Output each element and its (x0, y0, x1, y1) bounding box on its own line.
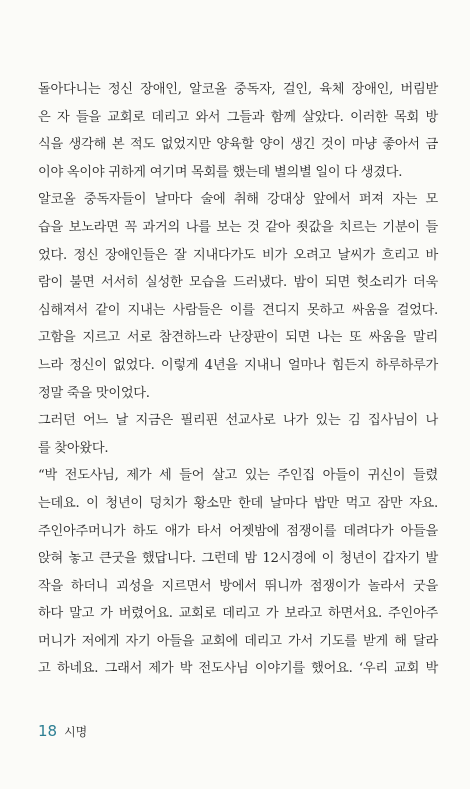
text-line: 습을 보노라면 꼭 과거의 나를 보는 것 같아 죗값을 치르는 기분이 들 (38, 219, 438, 235)
text-line: 알코올 중독자들이 날마다 술에 취해 강대상 앞에서 퍼져 자는 모 (38, 192, 438, 208)
text-line: 는데요. 이 청년이 덩치가 황소만 한데 날마다 밥만 먹고 잠만 자요. (38, 495, 438, 511)
text-line: 정말 죽을 맛이었다. (38, 385, 150, 401)
text-line: 하다 말고 가 버렸어요. 교회로 데리고 가 보라고 하면서요. 주인아주 (38, 606, 438, 622)
page-footer (38, 722, 87, 740)
text-line: 은 자 들을 교회로 데리고 와서 그들과 함께 살았다. 이러한 목회 방 (38, 109, 438, 125)
paragraph-2 (38, 186, 438, 407)
text-line: 람이 불면 서서히 실성한 모습을 드러냈다. 밤이 되면 헛소리가 더욱 (38, 275, 438, 291)
text-line: 그러던 어느 날 지금은 필리핀 선교사로 나가 있는 김 집사님이 나 (38, 413, 438, 429)
page-body (38, 76, 438, 683)
text-line: 돌아다니는 정신 장애인, 알코올 중독자, 걸인, 육체 장애인, 버림받 (38, 82, 438, 97)
paragraph-3 (38, 407, 438, 462)
text-line: 심해져서 같이 지내는 사람들은 이를 견디지 못하고 싸움을 걸었다. (38, 302, 438, 318)
text-line: 고함을 지르고 서로 참견하느라 난장판이 되면 나는 또 싸움을 말리 (38, 330, 438, 346)
text-line: 앉혀 놓고 큰굿을 했답니다. 그런데 밤 12시경에 이 청년이 갑자기 발 (38, 551, 438, 567)
text-line: 머니가 저에게 자기 아들을 교회에 데리고 가서 기도를 받게 해 달라 (38, 633, 438, 649)
text-line: 작을 하더니 괴성을 지르면서 방에서 뛰니까 점쟁이가 놀라서 굿을 (38, 578, 438, 594)
text-line: 주인아주머니가 하도 애가 타서 어젯밤에 점쟁이를 데려다가 아들을 (38, 523, 438, 539)
paragraph-1 (38, 76, 438, 186)
text-line: “박 전도사님, 제가 세 들어 살고 있는 주인집 아들이 귀신이 들렸 (38, 468, 438, 484)
paragraph-4 (38, 462, 438, 683)
text-line: 이야 옥이야 귀하게 여기며 목회를 했는데 별의별 일이 다 생겼다. (38, 164, 403, 180)
book-title: 시명 (64, 725, 88, 739)
text-line: 었다. 정신 장애인들은 잘 지내다가도 비가 오려고 날씨가 흐리고 바 (38, 247, 438, 263)
page-number: 18 (38, 722, 58, 740)
text-line: 고 하네요. 그래서 제가 박 전도사님 이야기를 했어요. ‘우리 교회 박 (38, 661, 438, 677)
text-line: 느라 정신이 없었다. 이렇게 4년을 지내니 얼마나 힘든지 하루하루가 (38, 357, 438, 373)
text-line: 를 찾아왔다. (38, 440, 109, 456)
text-line: 식을 생각해 본 적도 없었지만 양육할 양이 생긴 것이 마냥 좋아서 금 (38, 137, 438, 153)
